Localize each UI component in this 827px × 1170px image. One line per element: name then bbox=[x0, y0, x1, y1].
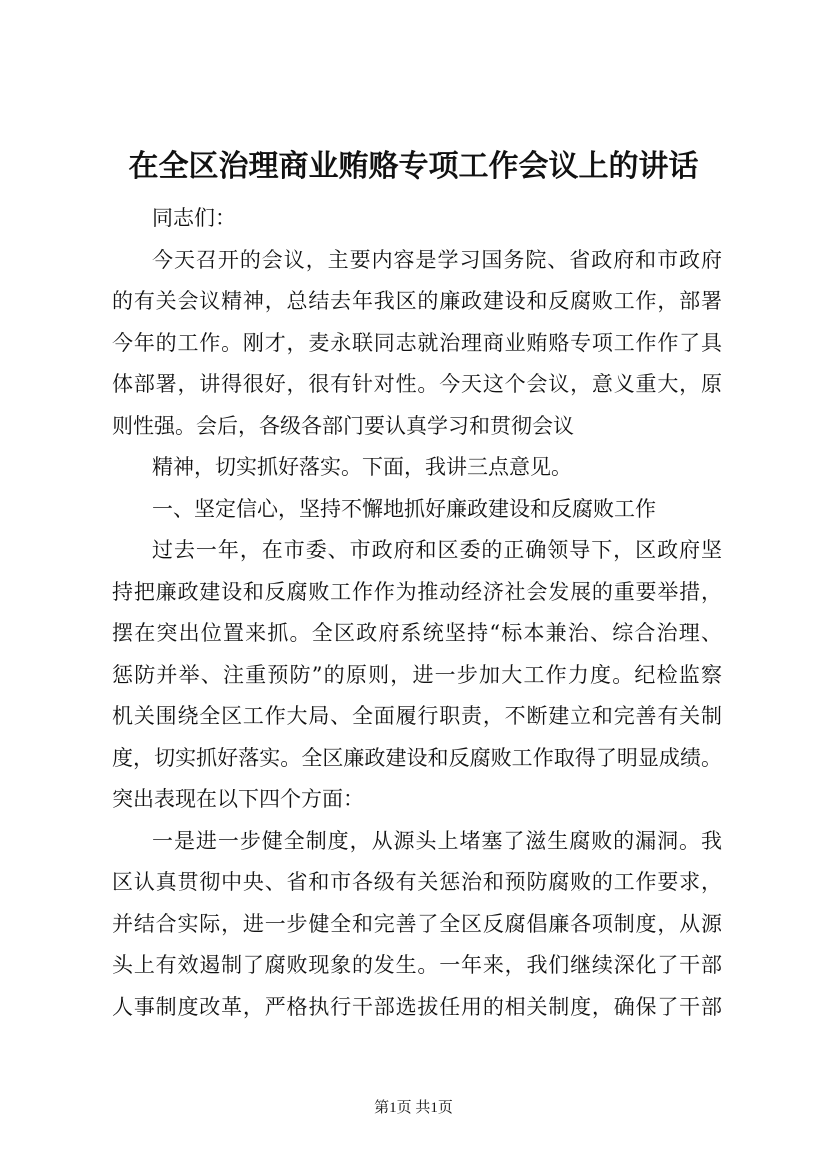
body-line: 则性强。会后，各级各部门要认真学习和贯彻会议 bbox=[112, 413, 574, 438]
body-line: 人事制度改革，严格执行干部选拔任用的相关制度，确保了干部 bbox=[112, 994, 722, 1019]
body-line: 精神，切实抓好落实。下面，我讲三点意见。 bbox=[152, 455, 572, 479]
body-line: 一是进一步健全制度，从源头上堵塞了滋生腐败的漏洞。我 bbox=[152, 828, 722, 853]
body-line: 惩防并举、注重预防”的原则，进一步加大工作力度。纪检监察 bbox=[112, 662, 722, 687]
body-line: 区认真贯彻中央、省和市各级有关惩治和预防腐败的工作要求， bbox=[112, 870, 722, 894]
body-line: 今年的工作。刚才，麦永联同志就治理商业贿赂专项工作作了具 bbox=[112, 330, 722, 355]
body-line: 突出表现在以下四个方面： bbox=[112, 787, 364, 811]
body-line: 今天召开的会议，主要内容是学习国务院、省政府和市政府 bbox=[152, 247, 722, 272]
document-body bbox=[112, 198, 722, 1028]
page-number: 第1页 共1页 bbox=[374, 1100, 453, 1116]
body-line: 持把廉政建设和反腐败工作作为推动经济社会发展的重要举措， bbox=[112, 579, 722, 604]
salutation-line: 同志们： bbox=[152, 206, 236, 230]
section-heading: 一、坚定信心，坚持不懈地抓好廉政建设和反腐败工作 bbox=[152, 496, 656, 521]
body-line: 机关围绕全区工作大局、全面履行职责，不断建立和完善有关制 bbox=[112, 704, 722, 728]
body-line: 体部署，讲得很好，很有针对性。今天这个会议，意义重大，原 bbox=[112, 372, 722, 396]
document-title: 在全区治理商业贿赂专项工作会议上的讲话 bbox=[128, 149, 699, 184]
body-line: 的有关会议精神，总结去年我区的廉政建设和反腐败工作，部署 bbox=[112, 289, 722, 313]
body-line: 摆在突出位置来抓。全区政府系统坚持“标本兼治、综合治理、 bbox=[112, 621, 722, 645]
body-line: 并结合实际，进一步健全和完善了全区反腐倡廉各项制度，从源 bbox=[112, 911, 722, 936]
body-line: 头上有效遏制了腐败现象的发生。一年来，我们继续深化了干部 bbox=[112, 953, 722, 977]
body-line: 过去一年，在市委、市政府和区委的正确领导下，区政府坚 bbox=[152, 538, 722, 562]
body-line: 度，切实抓好落实。全区廉政建设和反腐败工作取得了明显成绩。 bbox=[112, 745, 722, 770]
